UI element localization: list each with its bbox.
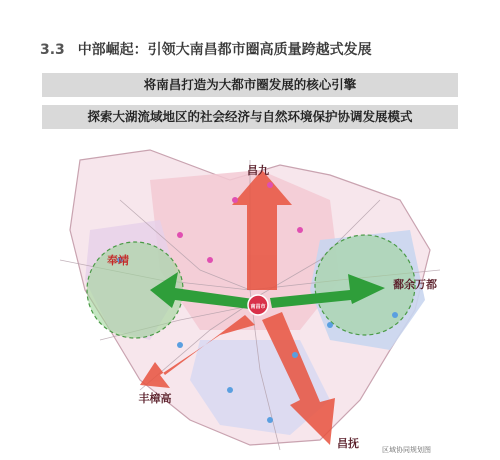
banner-lake-basin: 探索大湖流域地区的社会经济与自然环境保护协调发展模式: [42, 105, 458, 129]
regional-map: [0, 140, 500, 460]
banner-core-engine: 将南昌打造为大都市圈发展的核心引擎: [42, 73, 458, 97]
section-title-text: 中部崛起：引领大南昌都市圈高质量跨越式发展: [77, 42, 372, 58]
section-number: 3.3: [40, 42, 65, 58]
poyu-wandu-label: 鄱余万都: [393, 278, 437, 291]
map-caption: 区域协同规划图: [382, 446, 431, 454]
changfu-label: 昌抚: [337, 437, 359, 450]
fengzhanggao-label: 丰樟高: [138, 392, 172, 405]
fengjing-label: 奉靖: [107, 254, 129, 267]
nanchang-label: 南昌市: [250, 304, 266, 310]
section-title: [40, 40, 372, 60]
changjiu-label: 昌九: [247, 164, 269, 177]
